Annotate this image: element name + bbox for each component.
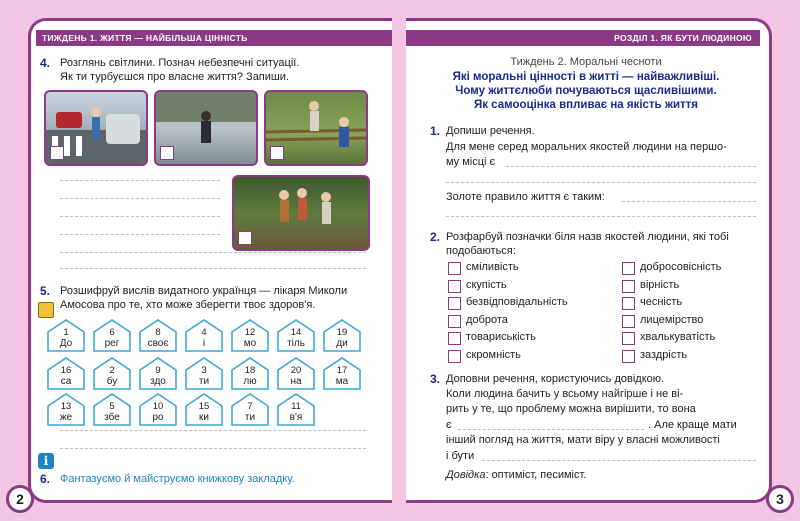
- task3-line6: і бути: [446, 450, 475, 462]
- left-page-header: ТИЖДЕНЬ 1. ЖИТТЯ — НАЙБІЛЬША ЦІННІСТЬ: [36, 30, 392, 46]
- title-line2: Чому життєлюби почуваються щасливішими.: [455, 85, 717, 97]
- task3-line1: Доповни речення, користуючись довідкою.: [446, 373, 665, 385]
- task3-line4a: є: [446, 419, 452, 431]
- quality-checkbox[interactable]: [448, 280, 461, 293]
- quality-label: доброта: [466, 313, 508, 326]
- house-number: 14: [290, 327, 302, 338]
- task2-line1: Розфарбуй позначки біля назв якостей людини, які тобі: [446, 231, 729, 243]
- photo-checkbox[interactable]: [50, 146, 64, 160]
- task1-number: 1.: [430, 124, 441, 138]
- house-syllable: і: [202, 338, 206, 349]
- photo-boys-fence: [264, 90, 368, 166]
- house-number: 9: [155, 365, 161, 376]
- task5-number: 5.: [40, 284, 51, 298]
- answer-line[interactable]: [60, 430, 366, 431]
- house-syllable: ти: [198, 376, 210, 387]
- cipher-house: [230, 356, 270, 390]
- cipher-house: [46, 318, 86, 352]
- cipher-house: [138, 318, 178, 352]
- house-syllable: ти: [244, 412, 256, 423]
- answer-line[interactable]: [60, 234, 220, 235]
- quality-checkbox[interactable]: [622, 280, 635, 293]
- task3-line2: Коли людина бачить у всьому найгірше і не ві-: [446, 388, 684, 400]
- house-number: 7: [247, 401, 253, 412]
- house-number: 19: [336, 327, 348, 338]
- quality-checkbox[interactable]: [448, 262, 461, 275]
- photo-street-crossing: [44, 90, 148, 166]
- quality-checkbox[interactable]: [448, 350, 461, 363]
- cipher-house: [46, 356, 86, 390]
- house-number: 4: [201, 327, 207, 338]
- answer-line[interactable]: [446, 182, 756, 183]
- cipher-house: [322, 356, 362, 390]
- house-syllable: ди: [336, 338, 348, 349]
- cipher-house: [46, 392, 86, 426]
- title-line1: Які моральні цінності в житті — найважливіші.: [452, 71, 720, 83]
- house-number: 12: [244, 327, 256, 338]
- task3-line5: інший погляд на життя, мати віру у власні можливості: [446, 434, 720, 446]
- house-syllable: ро: [152, 412, 164, 423]
- house-number: 13: [60, 401, 72, 412]
- cipher-house: [184, 356, 224, 390]
- house-syllable: на: [290, 376, 302, 387]
- cipher-house: [230, 392, 270, 426]
- quality-label: добросовісність: [640, 261, 722, 273]
- cipher-house: [184, 392, 224, 426]
- task4-line1: Розглянь світлини. Познач небезпечні ситуації.: [60, 57, 300, 69]
- house-syllable: са: [60, 376, 72, 387]
- task2-line2: подобаються:: [446, 245, 516, 257]
- house-number: 10: [152, 401, 164, 412]
- quality-label: скромність: [466, 348, 521, 361]
- quality-label: товариськість: [466, 331, 536, 343]
- puzzle-icon: [38, 302, 54, 318]
- answer-line[interactable]: [60, 252, 366, 253]
- house-number: 1: [63, 327, 69, 338]
- house-number: 17: [336, 365, 348, 376]
- quality-label: безвідповідальність: [466, 296, 568, 308]
- house-number: 8: [155, 327, 161, 338]
- quality-checkbox[interactable]: [448, 297, 461, 310]
- house-number: 11: [291, 401, 301, 412]
- house-number: 16: [60, 365, 72, 376]
- task6-number: 6.: [40, 472, 51, 486]
- cipher-house: [276, 392, 316, 426]
- quality-checkbox[interactable]: [448, 332, 461, 345]
- quality-checkbox[interactable]: [622, 262, 635, 275]
- answer-line[interactable]: [60, 268, 366, 269]
- photo-checkbox[interactable]: [238, 231, 252, 245]
- quality-label: сміливість: [466, 261, 519, 273]
- cipher-house: [322, 318, 362, 352]
- page-number-right: 3: [766, 485, 794, 513]
- house-syllable: мо: [243, 338, 257, 349]
- cipher-house: [138, 392, 178, 426]
- task2-number: 2.: [430, 230, 441, 244]
- cipher-house: [230, 318, 270, 352]
- answer-line[interactable]: [60, 198, 220, 199]
- quality-checkbox[interactable]: [448, 315, 461, 328]
- house-syllable: збе: [104, 412, 120, 423]
- hint-text: : оптиміст, песиміст.: [485, 469, 587, 481]
- house-syllable: в'я: [289, 412, 303, 423]
- house-syllable: здо: [150, 376, 166, 387]
- house-number: 5: [109, 401, 115, 412]
- title-line3: Як самооцінка впливає на якість життя: [473, 99, 699, 111]
- house-number: 20: [290, 365, 302, 376]
- info-icon: i: [38, 453, 54, 469]
- house-number: 6: [109, 327, 115, 338]
- cipher-house: [138, 356, 178, 390]
- answer-line[interactable]: [446, 216, 756, 217]
- page-number-left: 2: [6, 485, 34, 513]
- task3-number: 3.: [430, 372, 441, 386]
- quality-label: скупість: [466, 278, 507, 291]
- house-syllable: своє: [147, 338, 169, 349]
- house-syllable: ма: [335, 376, 349, 387]
- quality-checkbox[interactable]: [622, 332, 635, 345]
- task1-line2: Для мене серед моральних якостей людини на першо-: [446, 141, 727, 153]
- photo-checkbox[interactable]: [270, 146, 284, 160]
- cipher-house: [276, 318, 316, 352]
- task5-line2: Амосова про те, хто може зберегти твоє здоров'я.: [60, 299, 316, 311]
- hint-label: Довідка: [446, 469, 486, 481]
- task1-line4: Золоте правило життя є таким:: [446, 191, 605, 203]
- task3-line4b: . Але краще мати: [648, 419, 737, 431]
- task3-line3: рить у те, що проблему можна вирішити, то вона: [446, 403, 696, 415]
- right-page: [400, 0, 800, 521]
- cipher-house: [92, 392, 132, 426]
- photo-ice-walking: [154, 90, 258, 166]
- quality-checkbox[interactable]: [622, 350, 635, 363]
- quality-label: чесність: [640, 296, 683, 308]
- answer-line[interactable]: [60, 216, 220, 217]
- quality-label: заздрість: [640, 348, 688, 361]
- quality-checkbox[interactable]: [622, 297, 635, 310]
- house-number: 18: [244, 365, 256, 376]
- photo-checkbox[interactable]: [160, 146, 174, 160]
- task4-line2: Як ти турбуєшся про власне життя? Запиши.: [60, 71, 289, 83]
- cipher-house: [276, 356, 316, 390]
- house-number: 15: [198, 401, 210, 412]
- house-syllable: бу: [106, 376, 118, 387]
- quality-label: хвалькуватість: [640, 331, 716, 343]
- task6-text: Фантазуємо й майструємо книжкову закладку.: [60, 473, 295, 485]
- house-syllable: До: [59, 338, 73, 349]
- house-syllable: ки: [199, 412, 209, 423]
- task4-number: 4.: [40, 56, 51, 70]
- quality-label: вірність: [640, 278, 680, 291]
- quality-checkbox[interactable]: [622, 315, 635, 328]
- right-page-header: РОЗДІЛ 1. ЯК БУТИ ЛЮДИНОЮ: [406, 30, 760, 46]
- task5-line1: Розшифруй вислів видатного українця — лікаря Миколи: [60, 285, 348, 297]
- task3-hint: [446, 468, 586, 482]
- house-syllable: лю: [243, 376, 257, 387]
- quality-label: лицемірство: [640, 313, 704, 326]
- photo-kids-forest: [232, 175, 370, 251]
- cipher-house: [92, 356, 132, 390]
- house-number: 3: [201, 365, 207, 376]
- house-syllable: тіль: [287, 338, 305, 349]
- cipher-house: [184, 318, 224, 352]
- answer-line[interactable]: [622, 201, 756, 202]
- task1-line3: му місці є: [446, 156, 496, 168]
- answer-line[interactable]: [60, 180, 220, 181]
- answer-line[interactable]: [506, 166, 756, 167]
- answer-line[interactable]: [458, 429, 644, 430]
- forest-scene-icon: [234, 177, 368, 249]
- house-syllable: же: [59, 412, 73, 423]
- cipher-house: [92, 318, 132, 352]
- answer-line[interactable]: [482, 460, 756, 461]
- answer-line[interactable]: [60, 448, 366, 449]
- task1-line1: Допиши речення.: [446, 125, 535, 137]
- house-number: 2: [109, 365, 115, 376]
- house-syllable: рег: [104, 338, 120, 349]
- week-subtitle: Тиждень 2. Моральні чесноти: [510, 56, 662, 68]
